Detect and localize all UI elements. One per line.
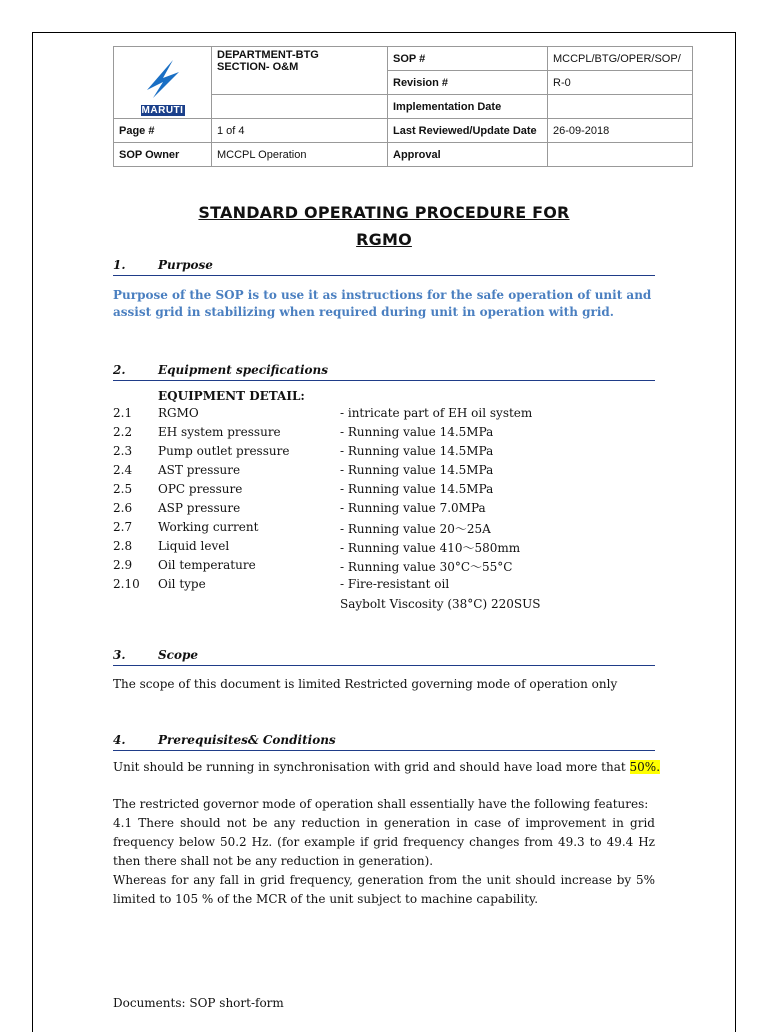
- page-value: 1 of 4: [212, 119, 388, 143]
- spec-number: 2.2: [113, 425, 133, 439]
- section-label: Purpose: [158, 258, 213, 272]
- reviewed-value: 26-09-2018: [548, 119, 693, 143]
- spec-number: 2.4: [113, 463, 133, 477]
- spec-key: Pump outlet pressure: [158, 444, 290, 458]
- page-label: Page #: [114, 119, 212, 143]
- spec-row: [113, 482, 673, 501]
- spec-value: - Fire-resistant oil: [340, 577, 450, 591]
- spec-row: [113, 501, 673, 520]
- section-equipment-heading: [113, 363, 655, 381]
- spec-value: - Running value 410～580mm: [340, 541, 521, 555]
- implementation-value: [548, 95, 693, 119]
- department-label: DEPARTMENT-BTG: [217, 49, 319, 61]
- spec-key: Oil temperature: [158, 558, 256, 572]
- section-label: Prerequisites& Conditions: [158, 733, 336, 747]
- spec-value: - Running value 7.0MPa: [340, 501, 486, 515]
- section-prereq-heading: [113, 733, 655, 751]
- section-label: Equipment specifications: [158, 363, 329, 377]
- logo-text: MARUTI: [141, 105, 184, 116]
- owner-value: MCCPL Operation: [212, 143, 388, 167]
- spec-row: [113, 558, 673, 577]
- spec-value: - intricate part of EH oil system: [340, 406, 533, 420]
- spec-row: [113, 425, 673, 444]
- spec-number: 2.1: [113, 406, 133, 420]
- reviewed-label: Last Reviewed/Update Date: [388, 119, 548, 143]
- spec-key: RGMO: [158, 406, 199, 420]
- whereas-text: Whereas for any fall in grid frequency, generation from the unit should increase by 5% limited to 105 % of the MCR of the unit subject to machine capability.: [113, 873, 655, 906]
- spec-row: [113, 406, 673, 425]
- approval-label: Approval: [388, 143, 548, 167]
- load-highlight: 50%.: [629, 760, 661, 774]
- spec-row: [113, 577, 673, 596]
- spec-number: 2.10: [113, 577, 140, 591]
- spec-row: [113, 444, 673, 463]
- footer-documents: Documents: SOP short-form: [113, 996, 284, 1010]
- department-cell: [212, 47, 388, 95]
- equipment-detail-title: EQUIPMENT DETAIL:: [158, 389, 305, 403]
- spec-value: - Running value 14.5MPa: [340, 444, 494, 458]
- doc-title-line-1: STANDARD OPERATING PROCEDURE FOR: [198, 203, 570, 222]
- prereq-text: [113, 758, 673, 777]
- section-number: 1.: [113, 258, 126, 272]
- spec-value: - Running value 30°C～55°C: [340, 560, 513, 574]
- spec-key: Liquid level: [158, 539, 230, 553]
- spec-row-extra: [113, 597, 673, 616]
- purpose-text: Purpose of the SOP is to use it as instructions for the safe operation of unit and assist grid in stabilizing when required during unit in operation with grid.: [113, 288, 652, 319]
- approval-value: [548, 143, 693, 167]
- spec-number: 2.3: [113, 444, 133, 458]
- spec-key: EH system pressure: [158, 425, 281, 439]
- revision-label: Revision #: [388, 71, 548, 95]
- spec-value: - Running value 20～25A: [340, 522, 491, 536]
- blank-cell: [212, 95, 388, 119]
- spec-value: - Running value 14.5MPa: [340, 463, 494, 477]
- spec-row: [113, 463, 673, 482]
- oil-viscosity: Saybolt Viscosity (38°C) 220SUS: [340, 597, 541, 611]
- spec-number: 2.9: [113, 558, 133, 572]
- section-purpose-heading: [113, 258, 655, 276]
- features-intro: The restricted governor mode of operation shall essentially have the following features:: [113, 797, 649, 811]
- logo: [114, 47, 212, 119]
- feature-item-4-1: 4.1 There should not be any reduction in generation in case of improvement in grid frequency below 50.2 Hz. (for example if grid frequency changes from 49.3 to 49.4 Hz then there shall not be any reduction in generation).: [113, 816, 655, 868]
- prereq-main-text: Unit should be running in synchronisation with grid and should have load more that: [113, 760, 630, 774]
- section-label: Scope: [158, 648, 199, 662]
- spec-key: OPC pressure: [158, 482, 243, 496]
- section-scope-heading: [113, 648, 655, 666]
- spec-key: ASP pressure: [158, 501, 241, 515]
- section-number: 3.: [113, 648, 126, 662]
- doc-title-line-2: RGMO: [356, 230, 412, 249]
- section-label: SECTION- O&M: [217, 61, 299, 73]
- spec-key: AST pressure: [158, 463, 241, 477]
- spec-row: [113, 520, 673, 539]
- spec-number: 2.8: [113, 539, 133, 553]
- spec-number: 2.7: [113, 520, 133, 534]
- spec-key: Working current: [158, 520, 259, 534]
- sop-label: SOP #: [388, 47, 548, 71]
- lightning-logo-icon: [133, 52, 193, 102]
- spec-value: - Running value 14.5MPa: [340, 482, 494, 496]
- owner-label: SOP Owner: [114, 143, 212, 167]
- spec-number: 2.5: [113, 482, 133, 496]
- section-number: 2.: [113, 363, 126, 377]
- section-number: 4.: [113, 733, 126, 747]
- implementation-label: Implementation Date: [388, 95, 548, 119]
- spec-row: [113, 539, 673, 558]
- revision-value: R-0: [548, 71, 693, 95]
- spec-number: 2.6: [113, 501, 133, 515]
- spec-key: Oil type: [158, 577, 206, 591]
- spec-value: - Running value 14.5MPa: [340, 425, 494, 439]
- sop-value: MCCPL/BTG/OPER/SOP/: [548, 47, 693, 71]
- scope-text: The scope of this document is limited Restricted governing mode of operation only: [113, 677, 618, 691]
- header-table: [113, 46, 693, 167]
